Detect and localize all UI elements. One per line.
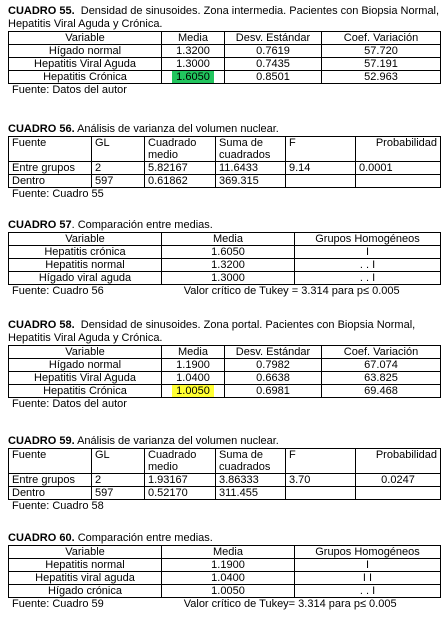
- cuadro-60-source: Fuente: Cuadro 59: [12, 598, 104, 610]
- cuadro-55-table: [8, 31, 441, 84]
- table-header-row: Variable Media Grupos Homogéneos: [9, 233, 441, 246]
- cuadro-55-source: Fuente: Datos del autor: [12, 84, 127, 96]
- cuadro-59-table: [8, 448, 441, 500]
- table-header-row: Variable Media Desv. Estándar Coef. Variación: [9, 32, 441, 45]
- table-row: Hígado normal 1.3200 0.7619 57.720: [9, 45, 441, 58]
- cuadro-58-title: CUADRO 58. Densidad de sinusoides. Zona portal. Pacientes con Biopsia Normal, Hepatitis Viral Aguda y Crónica.: [8, 319, 416, 344]
- cuadro-55: [8, 5, 440, 96]
- cuadro-59: [8, 435, 440, 512]
- cuadro-55-title: CUADRO 55. Densidad de sinusoides. Zona intermedia. Pacientes con Biopsia Normal, Hepatitis Viral Aguda y Crónica.: [8, 5, 440, 30]
- cuadro-59-source: Fuente: Cuadro 58: [12, 500, 104, 512]
- table-header-row: Fuente GL Cuadrado medio Suma de cuadrados F Probabilidad: [9, 449, 441, 474]
- table-row: Entre grupos 2 1.93167 3.86333 3.70 0.0247: [9, 474, 441, 487]
- table-row: Hepatitis Crónica 1.0050 0.6981 69.468: [9, 385, 441, 398]
- cuadro-58-source: Fuente: Datos del autor: [12, 398, 127, 410]
- table-row: Hígado viral aguda 1.3000 . . I: [9, 272, 441, 285]
- table-header-row: Fuente GL Cuadrado medio Suma de cuadrados F Probabilidad: [9, 137, 441, 162]
- table-row: Hepatitis Viral Aguda 1.0400 0.6638 63.825: [9, 372, 441, 385]
- cuadro-60: [8, 532, 440, 610]
- cuadro-56-table: [8, 136, 441, 188]
- highlighted-value: 1.0050: [172, 385, 214, 397]
- cuadro-58-table: [8, 345, 441, 398]
- cuadro-57-table: [8, 232, 441, 285]
- cuadro-60-title: CUADRO 60. Comparación entre medias.: [8, 532, 213, 544]
- cuadro-59-title: CUADRO 59. Análisis de varianza del volumen nuclear.: [8, 435, 279, 447]
- cuadro-56-source: Fuente: Cuadro 55: [12, 188, 104, 200]
- cuadro-60-footer: [12, 598, 440, 610]
- cuadro-57-title: CUADRO 57. Comparación entre medias.: [8, 219, 213, 231]
- table-row: Hepatitis normal 1.3200 . . I: [9, 259, 441, 272]
- table-row: Dentro 597 0.61862 369.315: [9, 175, 441, 188]
- table-row: Hepatitis viral aguda 1.0400 I I: [9, 572, 441, 585]
- table-row: Hígado normal 1.1900 0.7982 67.074: [9, 359, 441, 372]
- table-header-row: Variable Media Desv. Estándar Coef. Variación: [9, 346, 441, 359]
- cuadro-60-tukey: Valor crítico de Tukey= 3.314 para p≤ 0.005: [183, 598, 397, 610]
- cuadro-57-source: Fuente: Cuadro 56: [12, 285, 104, 297]
- table-row: Hepatitis crónica 1.6050 I: [9, 246, 441, 259]
- cuadro-57-footer: [12, 285, 440, 297]
- cuadro-57: [8, 219, 440, 297]
- table-row: Hígado crónica 1.0050 . . I: [9, 585, 441, 598]
- table-row: Dentro 597 0.52170 311.455: [9, 487, 441, 500]
- table-row: Hepatitis Viral Aguda 1.3000 0.7435 57.191: [9, 58, 441, 71]
- cuadro-60-table: [8, 545, 441, 598]
- cuadro-56: [8, 123, 440, 200]
- table-row: Hepatitis normal 1.1900 I: [9, 559, 441, 572]
- table-header-row: Variable Media Grupos Homogéneos: [9, 546, 441, 559]
- cuadro-56-title: CUADRO 56. Análisis de varianza del volumen nuclear.: [8, 123, 279, 135]
- highlighted-value: 1.6050: [172, 71, 214, 83]
- cuadro-57-tukey: Valor crítico de Tukey = 3.314 para p≤ 0.005: [183, 285, 400, 297]
- cuadro-58: [8, 319, 440, 410]
- table-row: Entre grupos 2 5.82167 11.6433 9.14 0.0001: [9, 162, 441, 175]
- table-row: Hepatitis Crónica 1.6050 0.8501 52.963: [9, 71, 441, 84]
